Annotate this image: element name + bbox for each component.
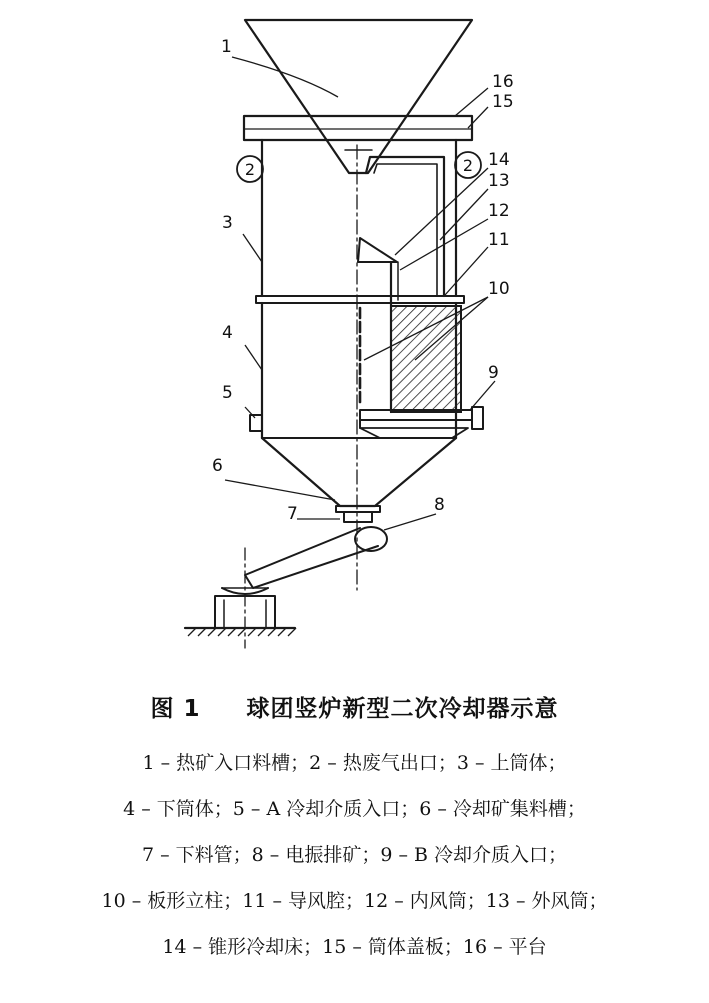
legend-line: 7 – 下料管；8 – 电振排矿；9 – B 冷却介质入口； — [141, 844, 567, 866]
label-16: 16 — [492, 72, 514, 92]
legend-line: 10 – 板形立柱；11 – 导风腔；12 – 内风筒；13 – 外风筒； — [101, 890, 608, 912]
figure-title: 球团竖炉新型二次冷却器示意 — [246, 696, 559, 722]
part-numbers — [212, 37, 514, 524]
conical-cooling-bed — [358, 238, 397, 262]
hot-ore-inlet-hopper — [245, 20, 472, 173]
receiving-stand — [185, 588, 296, 636]
air-duct — [366, 157, 444, 296]
label-6: 6 — [212, 456, 223, 476]
label-1: 1 — [221, 37, 232, 57]
label-13: 13 — [488, 171, 510, 191]
label-3: 3 — [222, 213, 233, 233]
label-11: 11 — [488, 230, 510, 250]
label-15: 15 — [492, 92, 514, 112]
collecting-hopper — [262, 438, 456, 506]
hot-gas-outlet-right — [455, 152, 481, 178]
vibrating-discharger — [245, 527, 387, 588]
figure-caption — [0, 690, 709, 723]
legend-line: 14 – 锥形冷却床；15 – 筒体盖板；16 – 平台 — [162, 936, 547, 958]
label-9: 9 — [488, 363, 499, 383]
legend-line: 4 – 下筒体；5 – A 冷却介质入口；6 – 冷却矿集料槽； — [123, 798, 586, 820]
outlet-marker-right: 2 — [462, 156, 474, 175]
label-10: 10 — [488, 279, 510, 299]
plate-columns — [360, 306, 461, 412]
figure-number: 图 1 — [150, 696, 201, 722]
label-5: 5 — [222, 383, 233, 403]
legend — [0, 740, 709, 970]
discharge-pipe — [336, 506, 380, 522]
label-12: 12 — [488, 201, 510, 221]
outlet-marker-left: 2 — [244, 160, 256, 179]
hot-gas-outlet-left — [237, 156, 263, 182]
platform — [244, 116, 472, 140]
leader-lines — [225, 57, 495, 530]
a-cooling-inlet — [250, 415, 262, 431]
label-8: 8 — [434, 495, 445, 515]
label-4: 4 — [222, 323, 233, 343]
label-14: 14 — [488, 150, 510, 170]
shell-flange — [256, 296, 464, 303]
legend-line: 1 – 热矿入口料槽；2 – 热废气出口；3 – 上筒体； — [142, 752, 567, 774]
label-7: 7 — [287, 504, 298, 524]
